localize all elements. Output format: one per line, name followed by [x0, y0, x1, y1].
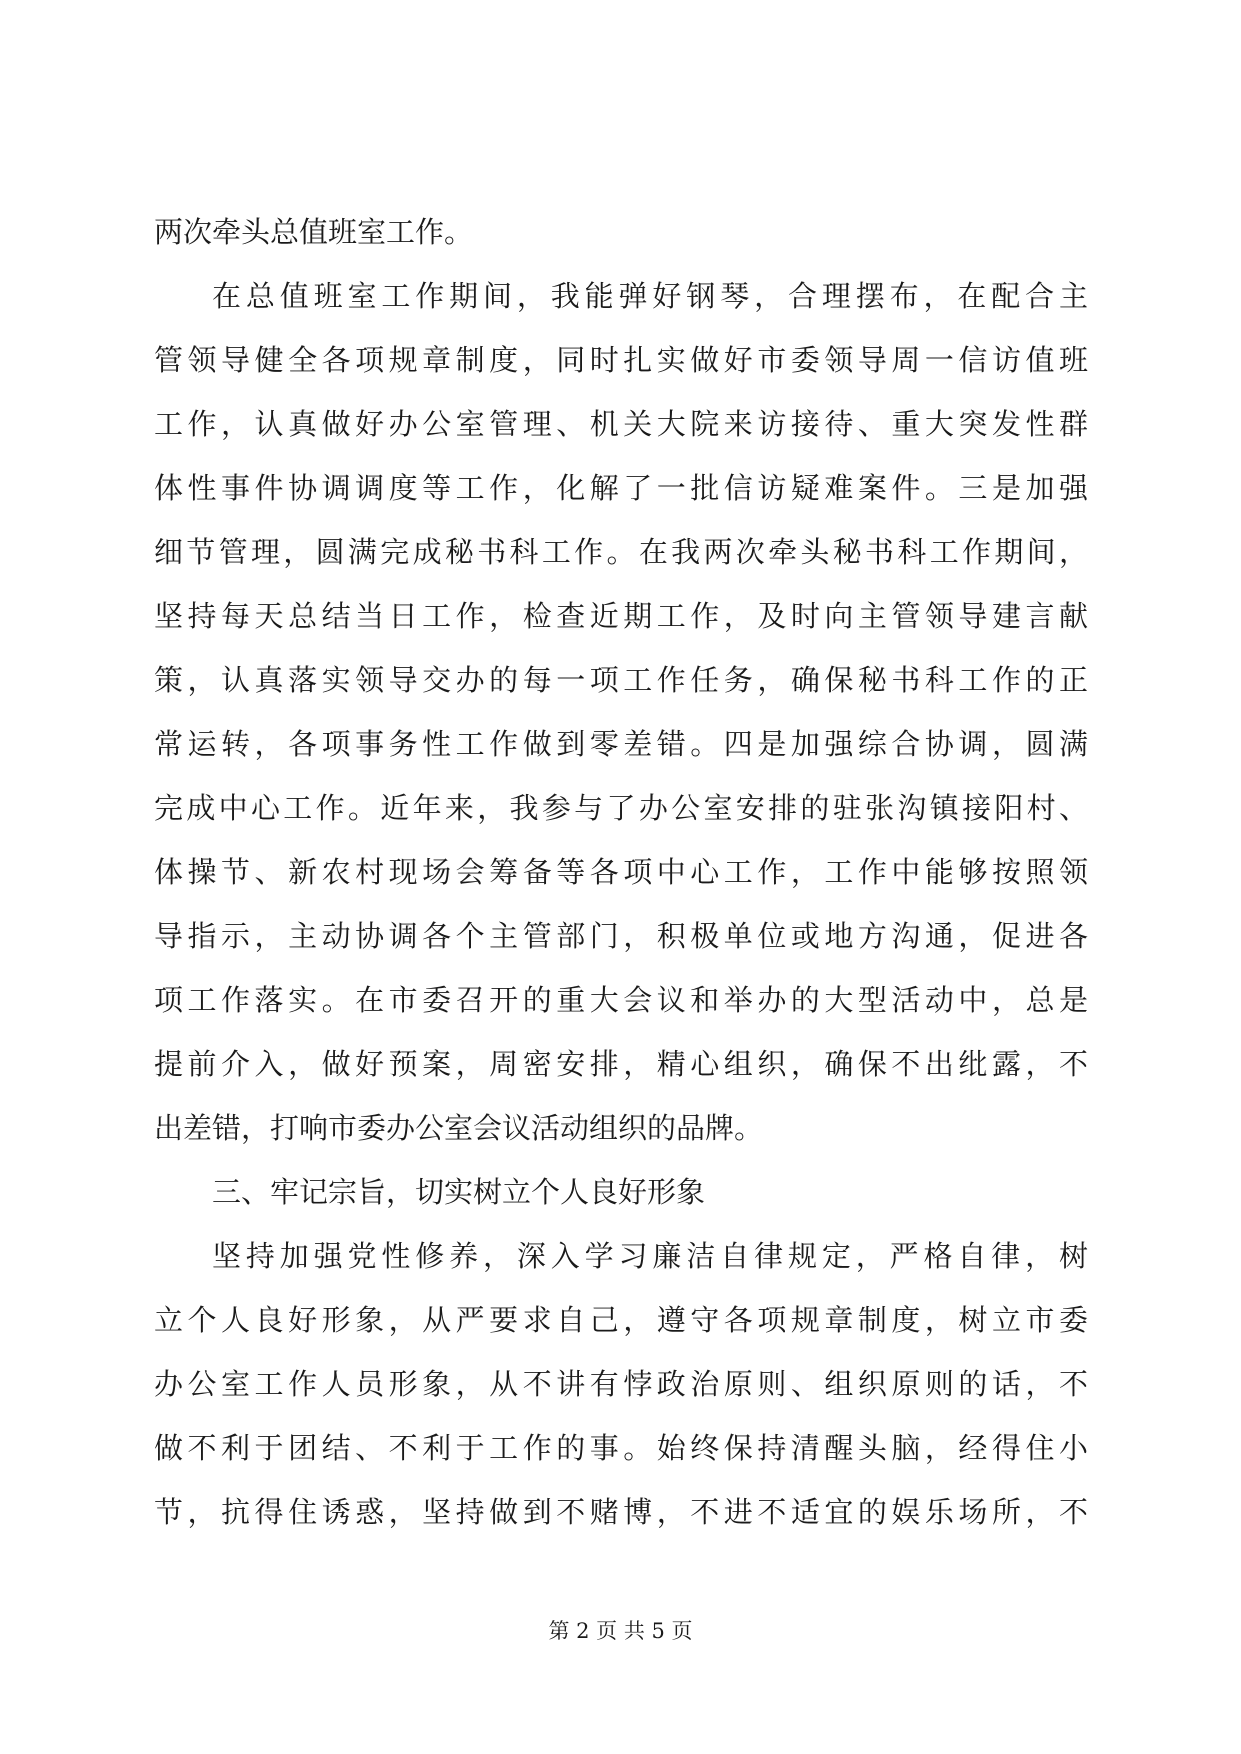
text-line: 管领导健全各项规章制度，同时扎实做好市委领导周一信访值班 — [154, 343, 1088, 377]
text-line: 坚持加强党性修养，深入学习廉洁自律规定，严格自律，树 — [212, 1239, 1088, 1273]
text-line: 体性事件协调调度等工作，化解了一批信访疑难案件。三是加强 — [154, 471, 1088, 505]
text-line: 体操节、新农村现场会筹备等各项中心工作，工作中能够按照领 — [154, 855, 1088, 889]
text-line: 项工作落实。在市委召开的重大会议和举办的大型活动中，总是 — [154, 983, 1088, 1017]
text-line: 常运转，各项事务性工作做到零差错。四是加强综合协调，圆满 — [154, 727, 1088, 761]
text-line: 办公室工作人员形象，从不讲有悖政治原则、组织原则的话，不 — [154, 1367, 1088, 1401]
text-line: 完成中心工作。近年来，我参与了办公室安排的驻张沟镇接阳村、 — [154, 791, 1088, 825]
text-line: 导指示，主动协调各个主管部门，积极单位或地方沟通，促进各 — [154, 919, 1088, 953]
text-line: 出差错，打响市委办公室会议活动组织的品牌。 — [154, 1111, 764, 1145]
text-line: 两次牵头总值班室工作。 — [154, 215, 474, 249]
text-line: 提前介入，做好预案，周密安排，精心组织，确保不出纰露，不 — [154, 1047, 1088, 1081]
section-heading: 三、牢记宗旨，切实树立个人良好形象 — [212, 1175, 706, 1209]
text-line: 节，抗得住诱惑，坚持做到不赌博，不进不适宜的娱乐场所，不 — [154, 1495, 1088, 1529]
text-line: 在总值班室工作期间，我能弹好钢琴，合理摆布，在配合主 — [212, 279, 1088, 313]
text-line: 工作，认真做好办公室管理、机关大院来访接待、重大突发性群 — [154, 407, 1088, 441]
text-line: 细节管理，圆满完成秘书科工作。在我两次牵头秘书科工作期间， — [154, 535, 1088, 569]
text-line: 做不利于团结、不利于工作的事。始终保持清醒头脑，经得住小 — [154, 1431, 1088, 1465]
text-line: 立个人良好形象，从严要求自己，遵守各项规章制度，树立市委 — [154, 1303, 1088, 1337]
page-number-footer: 第 2 页 共 5 页 — [548, 1619, 693, 1643]
body-text — [154, 200, 1088, 1544]
text-line: 策，认真落实领导交办的每一项工作任务，确保秘书科工作的正 — [154, 663, 1088, 697]
text-line: 坚持每天总结当日工作，检查近期工作，及时向主管领导建言献 — [154, 599, 1088, 633]
